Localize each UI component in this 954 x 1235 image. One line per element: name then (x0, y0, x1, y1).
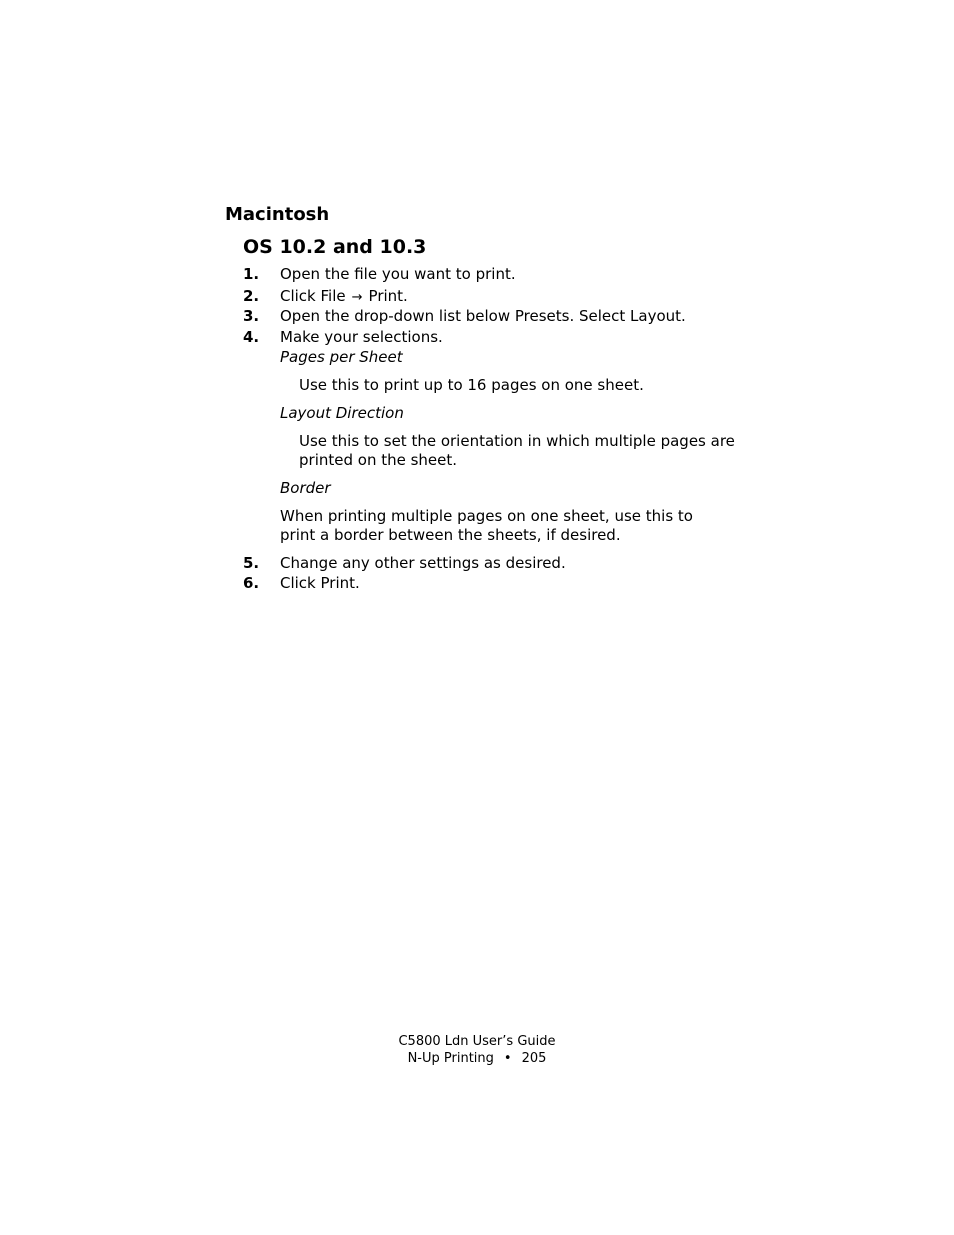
option-desc-layout-direction: Use this to set the orientation in which multiple pages are printed on the sheet. (299, 432, 735, 469)
step-text: Make your selections. (280, 328, 443, 346)
step-number: 1. (243, 265, 260, 283)
step-5 (243, 553, 566, 573)
step-3 (243, 306, 686, 326)
footer-guide-title: C5800 Ldn User’s Guide (398, 1034, 556, 1049)
step-number: 2. (243, 287, 260, 305)
option-label-pages-per-sheet: Pages per Sheet (280, 348, 403, 366)
step-4 (243, 327, 443, 347)
step-1 (243, 264, 516, 284)
step-number: 5. (243, 554, 260, 572)
step-text: Click Print. (280, 574, 360, 592)
step-number: 6. (243, 574, 260, 592)
step-6 (243, 573, 360, 593)
step-number: 3. (243, 307, 260, 325)
bullet-icon: • (503, 1051, 512, 1066)
section-title: Macintosh (225, 204, 330, 225)
footer-chapter: N-Up Printing (407, 1051, 494, 1066)
step-text (280, 286, 408, 308)
option-desc-pages-per-sheet: Use this to print up to 16 pages on one sheet. (299, 376, 644, 394)
option-desc-border: When printing multiple pages on one sheet, use this to print a border between the sheets, if desired. (280, 507, 693, 544)
step-text-after: Print. (368, 287, 408, 305)
arrow-right-icon: → (351, 290, 363, 305)
step-text: Open the file you want to print. (280, 265, 516, 283)
subsection-title: OS 10.2 and 10.3 (243, 236, 427, 258)
option-label-border: Border (280, 479, 331, 497)
footer-chapter-line (0, 1050, 954, 1067)
step-text: Open the drop-down list below Presets. Select Layout. (280, 307, 686, 325)
page-footer (0, 1033, 954, 1067)
option-label-layout-direction: Layout Direction (280, 404, 404, 422)
step-text: Change any other settings as desired. (280, 554, 566, 572)
step-text-before: Click File (280, 287, 346, 305)
step-number: 4. (243, 328, 260, 346)
step-2 (243, 286, 408, 308)
footer-page-number: 205 (521, 1051, 547, 1066)
